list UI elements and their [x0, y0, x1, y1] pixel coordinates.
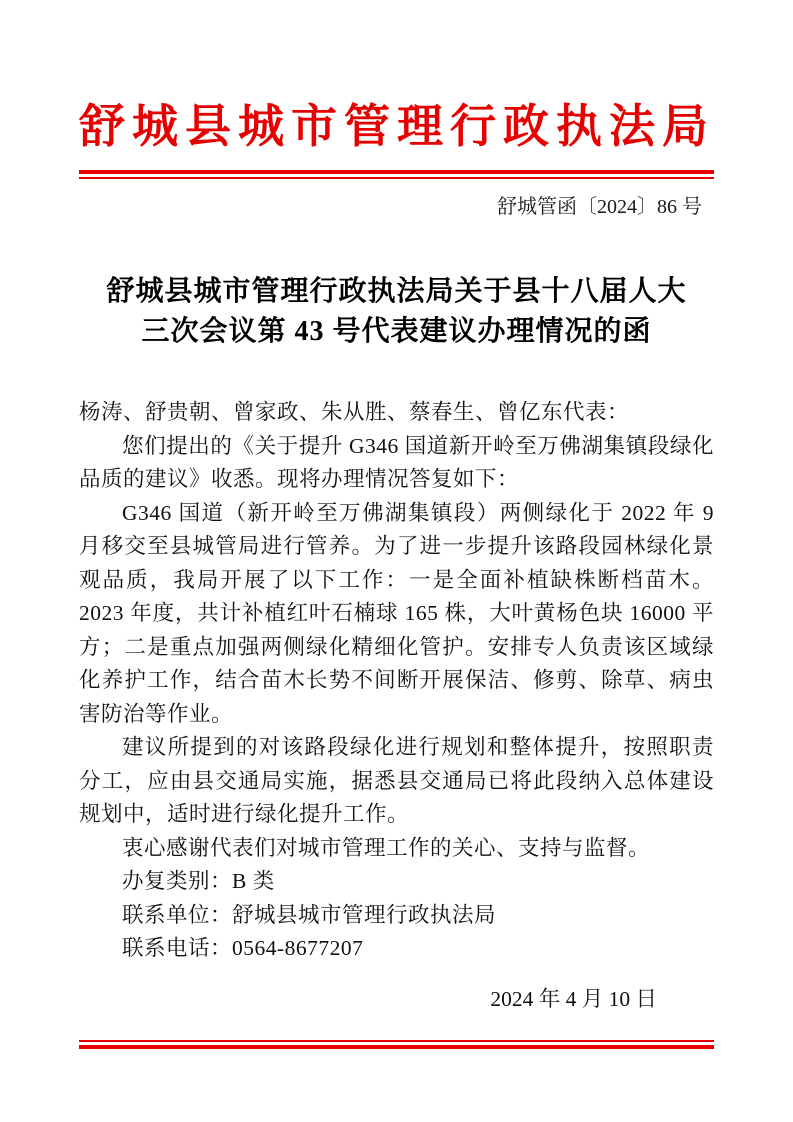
footer-divider: [79, 1040, 714, 1049]
letterhead-divider-thin-line: [79, 177, 714, 179]
meta-line-contact-unit: 联系单位：舒城县城市管理行政执法局: [122, 902, 497, 927]
meta-line-reply-category: 办复类别：B 类: [122, 869, 275, 893]
footer-divider-thick-line: [79, 1045, 714, 1049]
meta-line-contact-phone: 联系电话：0564-8677207: [122, 936, 364, 960]
letterhead-divider: [79, 170, 714, 179]
document-title: [79, 272, 714, 352]
paragraph-thanks: 衷心感谢代表们对城市管理工作的关心、支持与监督。: [122, 835, 651, 860]
paragraph-work-done: G346 国道（新开岭至万佛湖集镇段）两侧绿化于 2022 年 9 月移交至县城管局进行管养。为了进一步提升该路段园林绿化景观品质，我局开展了以下工作：一是全面补植缺株断档苗木。2023 年度，共计补植红叶石楠球 165 株，大叶黄杨色块 16000 平方；二是重点加强两侧绿化精细化管护。安排专人负责该区域绿化养护工作，结合苗木长势不间断开展保洁、修剪、除草、病虫害防治等作业。: [79, 500, 714, 726]
document-title-line1: 舒城县城市管理行政执法局关于县十八届人大: [106, 276, 687, 307]
paragraph-planning: 建议所提到的对该路段绿化进行规划和整体提升，按照职责分工，应由县交通局实施，据悉县交通局已将此段纳入总体建设规划中，适时进行绿化提升工作。: [79, 735, 714, 826]
document-date: 2024 年 4 月 10 日: [490, 986, 657, 1011]
agency-letterhead: 舒城县城市管理行政执法局: [79, 101, 715, 152]
paragraph-intro: 您们提出的《关于提升 G346 国道新开岭至万佛湖集镇段绿化品质的建议》收悉。现将办理情况答复如下：: [79, 433, 714, 491]
letter-body: [79, 396, 714, 966]
salutation: 杨涛、舒贵朝、曾家政、朱从胜、蔡春生、曾亿东代表：: [79, 400, 630, 424]
document-title-line2: 三次会议第 43 号代表建议办理情况的函: [141, 316, 652, 347]
document-reference-number: 舒城管函〔2024〕86 号: [497, 196, 702, 218]
